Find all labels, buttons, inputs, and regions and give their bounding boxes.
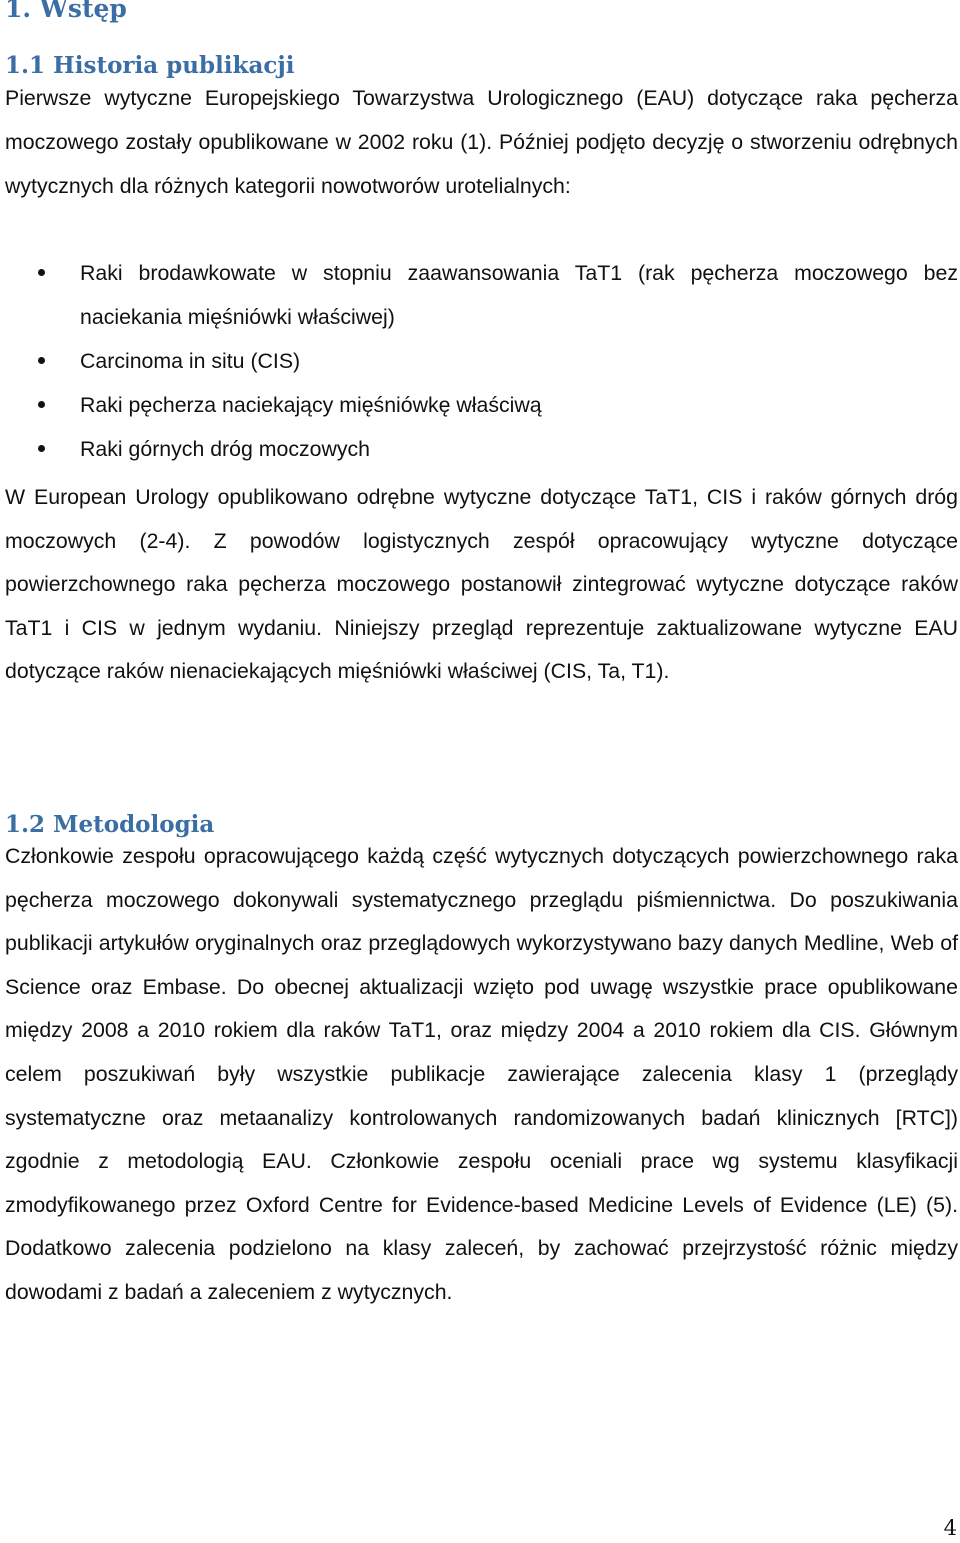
- list-item: Raki pęcherza naciekający mięśniówkę właściwą: [5, 383, 958, 427]
- page-number: 4: [943, 1516, 957, 1540]
- subsection-heading-historia: 1.1 Historia publikacji: [5, 52, 295, 79]
- bullet-icon: [38, 401, 45, 408]
- intro-paragraph: Pierwsze wytyczne Europejskiego Towarzystwa Urologicznego (EAU) dotyczące raka pęcherza moczowego zostały opublikowane w 2002 roku (1). Później podjęto decyzję o stworzeniu odrębnych wytycznych dla różnych kategorii nowotworów urotelialnych:: [5, 86, 958, 198]
- bullet-list: [5, 251, 958, 471]
- list-item: Raki brodawkowate w stopniu zaawansowania TaT1 (rak pęcherza moczowego bez naciekania mięśniówki właściwej): [5, 251, 958, 339]
- section-heading-wstep: 1. Wstęp: [5, 0, 127, 23]
- history-paragraph: W European Urology opublikowano odrębne wytyczne dotyczące TaT1, CIS i raków górnych dróg moczowych (2-4). Z powodów logistycznych zespół opracowujący wytyczne dotyczące powierzchownego raka pęcherza moczowego postanowił zintegrować wytyczne dotyczące raków TaT1 i CIS w jednym wydaniu. Niniejszy przegląd reprezentuje zaktualizowane wytyczne EAU dotyczące raków nienaciekających mięśniówki właściwej (CIS, Ta, T1).: [5, 485, 958, 684]
- bullet-icon: [38, 445, 45, 452]
- list-item: Carcinoma in situ (CIS): [5, 339, 958, 383]
- bullet-icon: [38, 269, 45, 276]
- subsection-heading-metodologia: 1.2 Metodologia: [5, 811, 215, 838]
- methodology-paragraph: Członkowie zespołu opracowującego każdą część wytycznych dotyczących powierzchownego raka pęcherza moczowego dokonywali systematycznego przeglądu piśmiennictwa. Do poszukiwania publikacji artykułów oryginalnych oraz przeglądowych wykorzystywano bazy danych Medline, Web of Science oraz Embase. Do obecnej aktualizacji wzięto pod uwagę wszystkie prace opublikowane między 2008 a 2010 rokiem dla raków TaT1, oraz między 2004 a 2010 rokiem dla CIS. Głównym celem poszukiwań były wszystkie publikacje zawierające zalecenia klasy 1 (przeglądy systematyczne oraz metaanalizy kontrolowanych randomizowanych badań klinicznych [RTC]) zgodnie z metodologią EAU. Członkowie zespołu oceniali prace wg systemu klasyfikacji zmodyfikowanego przez Oxford Centre for Evidence-based Medicine Levels of Evidence (LE) (5). Dodatkowo zalecenia podzielono na klasy zaleceń, by zachować przejrzystość różnic między dowodami z badań a zaleceniem z wytycznych.: [5, 844, 958, 1304]
- list-item: Raki górnych dróg moczowych: [5, 427, 958, 471]
- bullet-icon: [38, 357, 45, 364]
